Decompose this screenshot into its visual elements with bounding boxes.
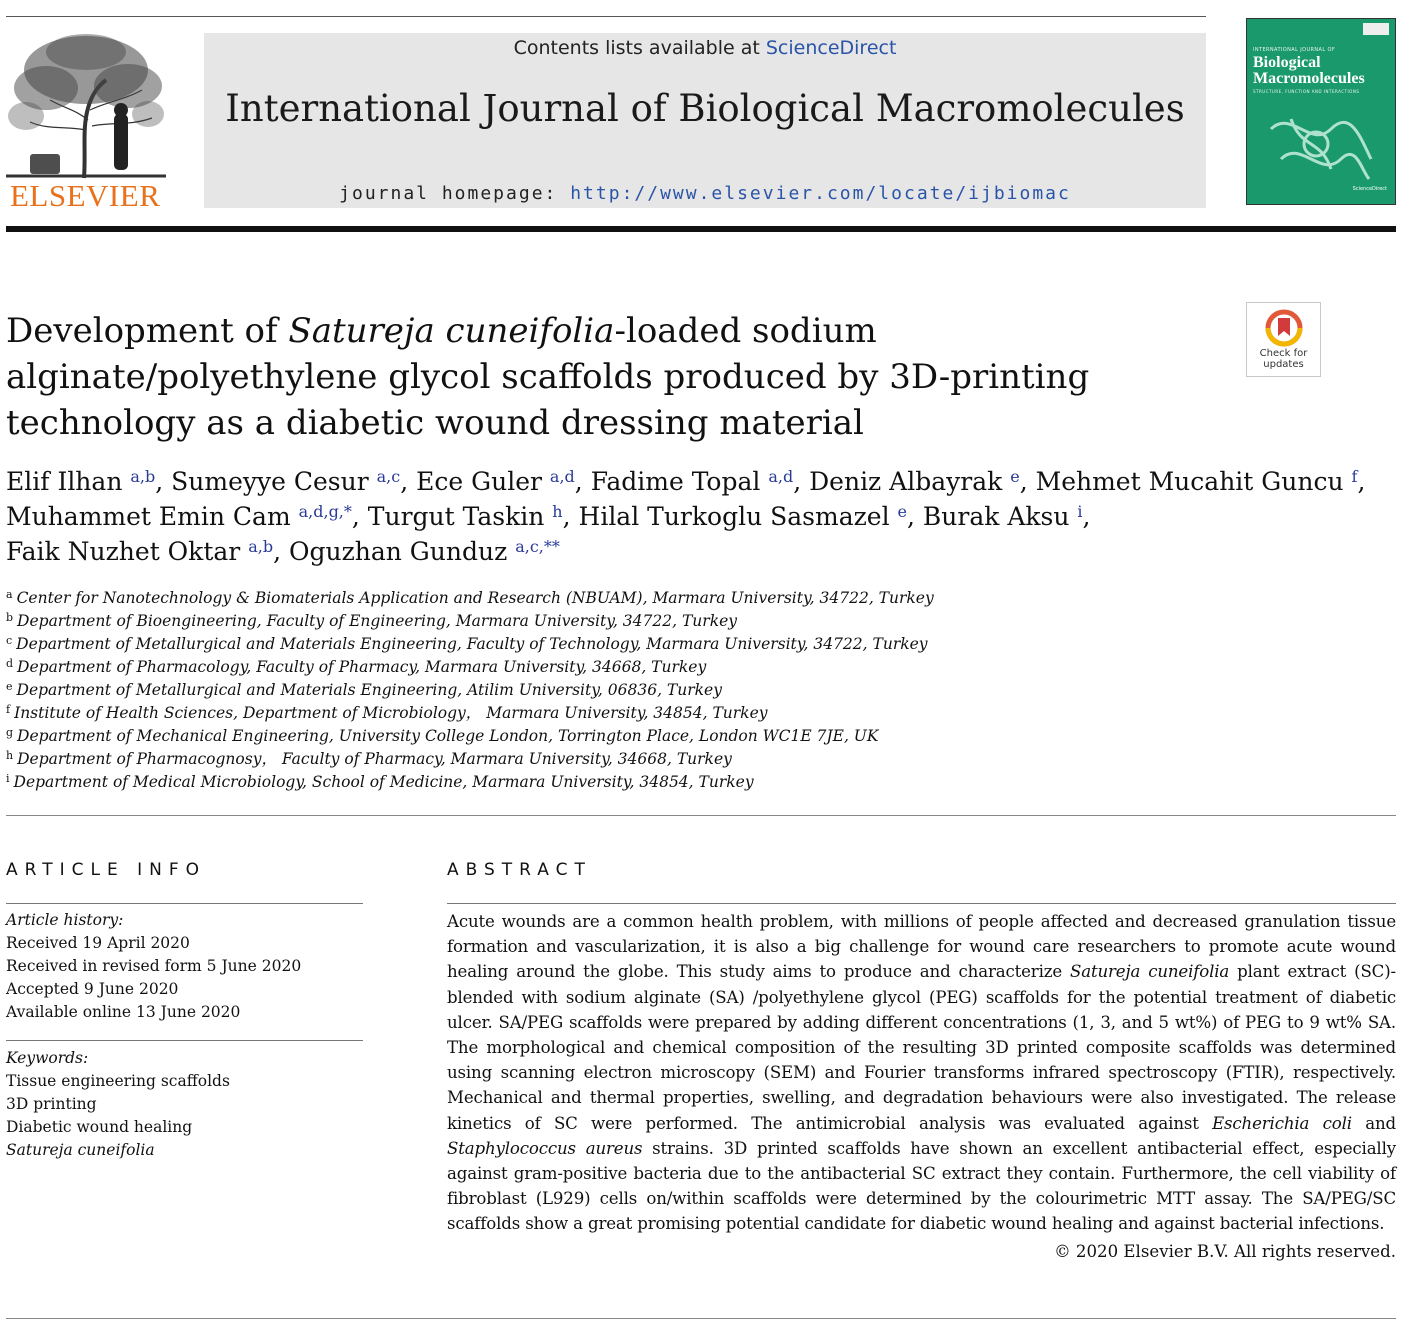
affiliation-text: Department of Mechanical Engineering, University College London, Torrington Place, London WC1E 7JE, UK bbox=[17, 727, 879, 745]
author[interactable] bbox=[923, 502, 1083, 531]
check-updates-label bbox=[1247, 348, 1320, 370]
cover-title-line2: Macromolecules bbox=[1253, 70, 1365, 87]
author-affil-ref[interactable]: a,c bbox=[376, 467, 401, 486]
author-affil-ref[interactable]: e bbox=[1010, 467, 1020, 486]
keyword[interactable]: Tissue engineering scaffolds bbox=[6, 1072, 230, 1090]
homepage-label: journal homepage: bbox=[339, 183, 558, 204]
affiliation: a Center for Nanotechnology & Biomaterials Application and Research (NBUAM), Marmara University, 34722, Turkey bbox=[6, 588, 934, 607]
cover-brand: ScienceDirect bbox=[1352, 186, 1387, 192]
affiliation: d Department of Pharmacology, Faculty of Pharmacy, Marmara University, 34668, Turkey bbox=[6, 657, 707, 676]
author-name: Hilal Turkoglu Sasmazel bbox=[578, 502, 890, 531]
journal-cover[interactable] bbox=[1246, 18, 1396, 205]
author[interactable] bbox=[6, 502, 352, 531]
abstract-heading: ABSTRACT bbox=[447, 860, 592, 880]
abstract-species: Escherichia coli bbox=[1212, 1113, 1352, 1133]
footer-rule bbox=[6, 1318, 1396, 1319]
abstract-text bbox=[447, 909, 1396, 1237]
cover-title-line1: Biological bbox=[1253, 54, 1321, 71]
author-name: Fadime Topal bbox=[590, 467, 761, 496]
affiliation: c Department of Metallurgical and Materials Engineering, Faculty of Technology, Marmara University, 34722, Turkey bbox=[6, 634, 928, 653]
title-part-1: Development of bbox=[6, 311, 289, 351]
abstract-rule bbox=[447, 903, 1396, 904]
abstract-species: Satureja cuneifolia bbox=[1070, 962, 1230, 982]
author[interactable] bbox=[809, 467, 1020, 496]
publisher-name: ELSEVIER bbox=[10, 178, 161, 213]
author-affil-ref[interactable]: a,d bbox=[549, 467, 575, 486]
section-divider bbox=[6, 815, 1396, 816]
affiliation: g Department of Mechanical Engineering, University College London, Torrington Place, London WC1E 7JE, UK bbox=[6, 726, 879, 745]
author[interactable] bbox=[6, 467, 155, 496]
affiliation: i Department of Medical Microbiology, School of Medicine, Marmara University, 34854, Turkey bbox=[6, 772, 754, 791]
sciencedirect-link[interactable]: ScienceDirect bbox=[765, 37, 897, 59]
history-online: Available online 13 June 2020 bbox=[6, 1003, 241, 1021]
cover-subtitle: STRUCTURE, FUNCTION AND INTERACTIONS bbox=[1253, 89, 1360, 94]
abstract-part: strains. 3D printed scaffolds have shown an excellent antibacterial effect, especially against gram-positive bacteria due to the antibacterial SC extract they contain. Furthermore, the cell viability of fibroblast (L929) cells on/within scaffolds were determined by the colourimetric MTT assay. The SA/PEG/SC scaffolds show a great promising potential candidate for diabetic wound healing and against bacterial infections. bbox=[447, 1138, 1396, 1234]
affiliation-text: Department of Metallurgical and Materials Engineering, Atilim University, 06836, Turkey bbox=[16, 681, 722, 699]
abstract-part: and bbox=[1351, 1113, 1396, 1133]
journal-homepage bbox=[204, 183, 1206, 204]
affiliation-text: Department of Pharmacognosy， Faculty of Pharmacy, Marmara University, 34668, Turkey bbox=[17, 750, 732, 768]
cover-top-line: INTERNATIONAL JOURNAL OF bbox=[1253, 47, 1336, 53]
author-name: Oguzhan Gunduz bbox=[288, 537, 508, 566]
affiliation-text: Department of Pharmacology, Faculty of Pharmacy, Marmara University, 34668, Turkey bbox=[17, 658, 707, 676]
affiliation: h Department of Pharmacognosy， Faculty of Pharmacy, Marmara University, 34668, Turkey bbox=[6, 749, 732, 768]
journal-title[interactable]: International Journal of Biological Macromolecules bbox=[225, 87, 1185, 130]
author-name: Deniz Albayrak bbox=[809, 467, 1003, 496]
affiliation: f Institute of Health Sciences, Department of Microbiology， Marmara University, 34854, Turkey bbox=[6, 703, 768, 722]
title-species: Satureja cuneifolia bbox=[288, 311, 615, 351]
author-affil-ref[interactable]: a,c,** bbox=[515, 537, 560, 556]
check-for-updates-button[interactable] bbox=[1246, 302, 1321, 377]
author-name: Elif Ilhan bbox=[6, 467, 123, 496]
copyright: © 2020 Elsevier B.V. All rights reserved. bbox=[1054, 1242, 1396, 1261]
check-updates-line1: Check for bbox=[1259, 348, 1308, 359]
affiliation-text: Institute of Health Sciences, Department of Microbiology， Marmara University, 34854, Turkey bbox=[14, 704, 768, 722]
keyword[interactable]: Diabetic wound healing bbox=[6, 1118, 193, 1136]
author-affil-ref[interactable]: a,d bbox=[768, 467, 794, 486]
header-bottom-rule bbox=[6, 226, 1396, 232]
affiliation-text: Center for Nanotechnology & Biomaterials Application and Research (NBUAM), Marmara University, 34722, Turkey bbox=[16, 589, 934, 607]
cover-badge bbox=[1363, 23, 1389, 35]
keywords-rule bbox=[6, 1040, 363, 1041]
keywords-label: Keywords: bbox=[6, 1049, 89, 1067]
abstract-species: Staphylococcus aureus bbox=[447, 1138, 643, 1158]
article-history bbox=[6, 909, 363, 1024]
abstract-part: Acute wounds are a common health problem, with millions of people affected and decreased granulation tissue formation and vascularization, it is also a big challenge for wound care researchers to promote acute wound healing around the globe. This study aims to produce and characterize bbox=[447, 912, 1396, 982]
author-affil-ref[interactable]: a,b bbox=[248, 537, 274, 556]
author[interactable] bbox=[416, 467, 575, 496]
article-info-heading: ARTICLE INFO bbox=[6, 860, 206, 880]
affiliation-list bbox=[6, 587, 1396, 794]
abstract-part: plant extract (SC)-blended with sodium alginate (SA) /polyethylene glycol (PEG) scaffolds for the potential treatment of diabetic ulcer. SA/PEG scaffolds were prepared by adding different concentrations (1, 3, and 5 wt%) of PEG to 9 wt% SA. The morphological and chemical composition of the resulting 3D printed composite scaffolds was determined using scanning electron microscopy (SEM) and Fourier transforms infrared spectroscopy (FTIR), respectively. Mechanical and thermal properties, swelling, and degradation behaviours were also investigated. The release kinetics of SC were performed. The antimicrobial analysis was evaluated against bbox=[447, 962, 1396, 1133]
history-revised: Received in revised form 5 June 2020 bbox=[6, 957, 302, 975]
author-affil-ref[interactable]: f bbox=[1351, 467, 1358, 486]
affiliation-text: Department of Metallurgical and Materials Engineering, Faculty of Technology, Marmara University, 34722, Turkey bbox=[16, 635, 928, 653]
journal-banner bbox=[204, 33, 1206, 208]
check-updates-line2: updates bbox=[1263, 359, 1304, 370]
title-part-2: -loaded sodium alginate/polyethylene glycol scaffolds produced by 3D-printing technology as a diabetic wound dressing material bbox=[6, 311, 1090, 443]
header-top-rule bbox=[6, 16, 1206, 17]
homepage-link[interactable]: http://www.elsevier.com/locate/ijbiomac bbox=[570, 183, 1071, 204]
check-updates-icon bbox=[1265, 309, 1303, 347]
author[interactable] bbox=[591, 467, 794, 496]
affiliation-text: Department of Bioengineering, Faculty of Engineering, Marmara University, 34722, Turkey bbox=[17, 612, 738, 630]
cover-title bbox=[1253, 55, 1365, 87]
author-name: Faik Nuzhet Oktar bbox=[6, 537, 241, 566]
author[interactable] bbox=[579, 502, 907, 531]
contents-line bbox=[204, 37, 1206, 59]
author-affil-ref[interactable]: a,d,g,* bbox=[298, 502, 352, 521]
history-accepted: Accepted 9 June 2020 bbox=[6, 980, 179, 998]
author-affil-ref[interactable]: h bbox=[552, 502, 563, 521]
affiliation: e Department of Metallurgical and Materials Engineering, Atilim University, 06836, Turkey bbox=[6, 680, 722, 699]
author-name: Turgut Taskin bbox=[367, 502, 545, 531]
article-info-rule bbox=[6, 903, 363, 904]
author[interactable] bbox=[1036, 467, 1358, 496]
author-affil-ref[interactable]: a,b bbox=[130, 467, 156, 486]
author-name: Ece Guler bbox=[416, 467, 542, 496]
article-title bbox=[6, 308, 1226, 446]
author-name: Burak Aksu bbox=[922, 502, 1070, 531]
protein-ribbon-icon bbox=[1261, 99, 1381, 189]
affiliation-text: Department of Medical Microbiology, School of Medicine, Marmara University, 34854, Turkey bbox=[13, 773, 754, 791]
author[interactable] bbox=[368, 502, 563, 531]
affiliation: b Department of Bioengineering, Faculty of Engineering, Marmara University, 34722, Turkey bbox=[6, 611, 738, 630]
author-affil-ref[interactable]: i bbox=[1077, 502, 1083, 521]
author-name: Muhammet Emin Cam bbox=[6, 502, 291, 531]
keyword[interactable]: 3D printing bbox=[6, 1095, 97, 1113]
author[interactable] bbox=[171, 467, 400, 496]
author-name: Sumeyye Cesur bbox=[171, 467, 369, 496]
history-label: Article history: bbox=[6, 911, 124, 929]
elsevier-tree-icon bbox=[6, 30, 166, 180]
keywords bbox=[6, 1047, 363, 1162]
history-received: Received 19 April 2020 bbox=[6, 934, 190, 952]
contents-prefix: Contents lists available at bbox=[513, 37, 760, 59]
author[interactable] bbox=[289, 537, 560, 566]
keyword[interactable]: Satureja cuneifolia bbox=[6, 1141, 155, 1159]
author-list: Elif Ilhan $^{a,b}$, Sumeyye Cesur $^{a,c}$, Ece Guler $^{a,d}$, Fadime Topal $^{a,d}$, Deniz Albayrak $^e$, Mehmet Mucahit Guncu $^f$, Muhammet Emin Cam $^{a,d,g,*}$, Turgut Taskin $^h$, Hilal Turkoglu Sasmazel $^e$, Burak Aksu $^i$, Faik Nuzhet Oktar $^{a,b}$, Oguzhan Gunduz $^{a,c,**}$ bbox=[6, 467, 1366, 566]
author[interactable] bbox=[6, 537, 273, 566]
author-affil-ref[interactable]: e bbox=[897, 502, 907, 521]
author-name: Mehmet Mucahit Guncu bbox=[1035, 467, 1344, 496]
